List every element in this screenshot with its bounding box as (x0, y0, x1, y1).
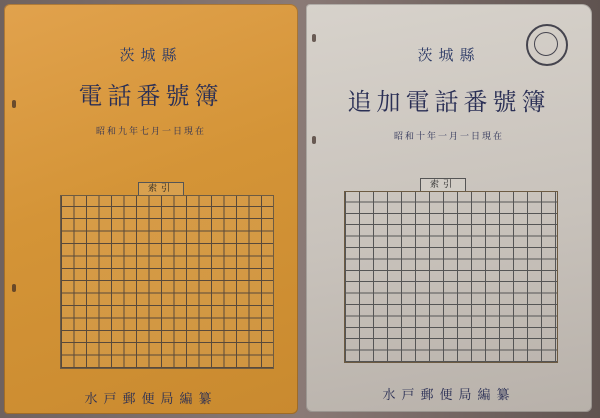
binding-hole (312, 136, 316, 144)
left-index-label: 索引 (138, 182, 184, 196)
left-booklet (4, 4, 298, 414)
right-prefecture: 茨城縣 (417, 46, 481, 64)
binding-hole (312, 34, 316, 42)
binding-hole (12, 100, 16, 108)
left-publisher: 水戸郵便局編纂 (84, 392, 218, 407)
left-title: 電話番號簿 (78, 82, 224, 110)
left-index-table (60, 195, 274, 369)
right-index-table (344, 191, 558, 363)
right-date: 昭和十年一月一日現在 (393, 132, 504, 142)
right-publisher: 水戸郵便局編纂 (382, 388, 516, 403)
left-prefecture: 茨城縣 (119, 46, 183, 64)
right-title: 追加電話番號簿 (347, 88, 551, 116)
left-date: 昭和九年七月一日現在 (95, 127, 206, 137)
right-index-label: 索引 (420, 178, 466, 192)
binding-hole (12, 284, 16, 292)
right-booklet (306, 4, 592, 412)
